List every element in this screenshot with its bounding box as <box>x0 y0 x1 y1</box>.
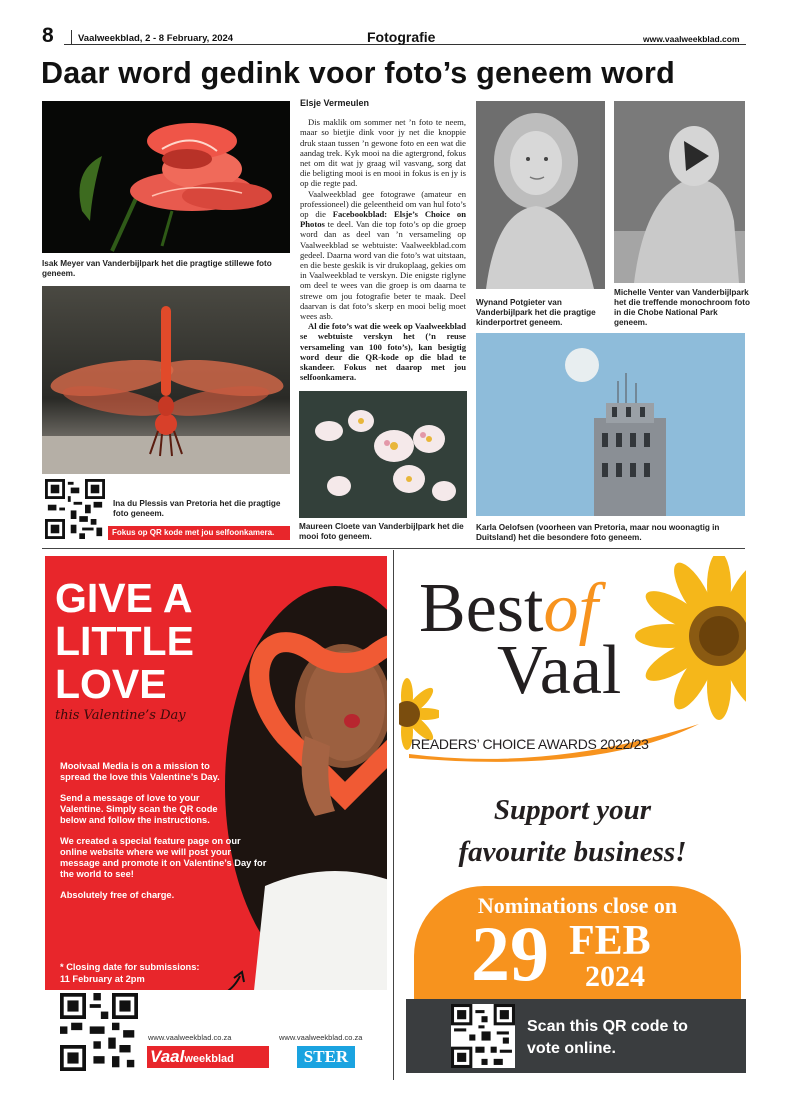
vote-qr-code[interactable] <box>451 1004 515 1068</box>
best-of-vaal-logo <box>419 570 598 647</box>
tower-caption: Karla Oelofsen (voorheen van Pretoria, maar nou woonagtig in Duitsland) het die besondere foto geneem. <box>476 523 720 542</box>
byline: Elsje Vermeulen <box>300 98 370 108</box>
facebook-group-name: Facebookblad: Elsje’s Choice on Photos <box>300 209 467 230</box>
girl-portrait-photo <box>476 101 605 289</box>
paragraph-2-end: te deel. Van die top foto’s op die groep word dan as deel van ’n versameling op Vaalweekblad se webtuiste: Vaalweekblad.com gedeel. Daarna word van die foto’s wat uitstaan, en die beste geskik is vir drukoplaag, gekies om in Vaalweekblad te verskyn. Die enigste riglyne om deel te wees van die groep is om daarna te strewe om jou fotografie beter te maak. Deel daarvan is dat foto’s skerp en mooi belig moet wees asb. <box>300 219 466 322</box>
lion-photo <box>614 101 745 283</box>
deadline-year: 2024 <box>585 960 645 993</box>
support-line-2: favourite business! <box>458 836 687 868</box>
qr-code[interactable] <box>45 479 105 539</box>
valentine-script-text: this Valentine’s Day <box>55 708 186 723</box>
paragraph-1: Dis maklik om sommer net ’n foto te neem, maar so bietjie dink voor jy net die knoppie druk staan tussen ’n gewone foto en een wat die aandag trek. Kyk mooi na die agtergrond, fokus net om dit wat jy graag wil vasvang, sorg dat die beligting mooi is en mooi in fokus is en jy is op die regte pad. <box>300 117 466 189</box>
flowers-caption: Maureen Cloete van Vanderbijlpark het die mooi foto geneem. <box>299 522 464 541</box>
deadline-month: FEB <box>569 918 651 964</box>
paragraph-2 <box>300 189 466 322</box>
article-body <box>300 98 466 382</box>
logo-best: Best <box>419 570 544 647</box>
scan-instruction-line-1: Scan this QR code to <box>527 1018 688 1035</box>
vaalweekblad-url: www.vaalweekblad.co.za <box>148 1033 232 1042</box>
dragonfly-photo <box>42 286 290 474</box>
qr-instruction-banner: Fokus op QR kode met jou selfoonkamera. <box>108 526 290 540</box>
rose-photo <box>42 101 290 253</box>
best-of-vaal-ad <box>399 556 746 1076</box>
vaalweekblad-logo <box>147 1046 269 1068</box>
dragonfly-caption: Ina du Plessis van Pretoria het die pragtige foto geneem. <box>113 499 281 518</box>
horizontal-divider <box>42 548 745 549</box>
deadline-day: 29 <box>471 910 549 997</box>
valentine-ad <box>45 556 387 1076</box>
support-line-1: Support your <box>493 794 652 826</box>
logo-vaal: Vaal <box>497 632 622 709</box>
header-vertical-rule <box>71 30 72 44</box>
valentine-headline-line-2: LITTLE <box>55 618 194 664</box>
flowers-photo <box>299 391 467 518</box>
ster-url: www.vaalweekblad.co.za <box>279 1033 363 1042</box>
valentine-headline-line-3: LOVE <box>55 661 167 707</box>
valentine-paragraph-1: Mooivaal Media is on a mission to spread the love this Valentine’s Day. <box>60 761 220 782</box>
valentine-paragraph-2: Send a message of love to your Valentine. Simply scan the QR code below and follow the instructions. <box>60 793 218 825</box>
awards-subtitle: READERS’ CHOICE AWARDS 2022/23 <box>411 736 649 752</box>
girl-caption: Wynand Potgieter van Vanderbijlpark het die pragtige kinderportret geneem. <box>476 298 596 327</box>
ster-logo: STER <box>297 1046 355 1068</box>
valentine-paragraph-4: Absolutely free of charge. <box>60 890 175 900</box>
lion-caption: Michelle Venter van Vanderbijlpark het die treffende monochroom foto in die Chobe National Park geneem. <box>614 288 751 327</box>
paragraph-3: Al die foto’s wat die week op Vaalweekblad se webtuiste verskyn het (’n reuse versameling van 100 foto’s), kan besigtig word deur die QR-kode op die blad te skandeer. Fokus net daarop met jou selfoonkamera. <box>300 321 466 383</box>
vaalweekblad-logo-weekblad: weekblad <box>184 1053 234 1065</box>
rose-caption: Isak Meyer van Vanderbijlpark het die pragtige stillewe foto geneem. <box>42 259 272 278</box>
valentine-paragraph-3: We created a special feature page on our online website where we will post your message and promote it on Valentine’s Day for the world to see! <box>60 836 267 879</box>
paragraph-2-start: Vaalweekblad gee fotograwe (amateur en professioneel) die geleentheid om van hul foto’s op die <box>300 188 466 220</box>
nominations-text: Nominations close on <box>477 893 678 918</box>
page-number: 8 <box>42 24 54 47</box>
valentine-body <box>60 761 267 901</box>
publication-date: Vaalweekblad, 2 - 8 February, 2024 <box>78 33 234 44</box>
scan-instruction-line-2: vote online. <box>527 1040 616 1057</box>
vertical-divider <box>393 550 394 1080</box>
headline: Daar word gedink voor foto’s geneem word <box>41 56 675 90</box>
valentine-headline-line-1: GIVE A <box>55 575 193 621</box>
vaalweekblad-logo-vaal: Vaal <box>150 1047 185 1066</box>
website-link[interactable]: www.vaalweekblad.com <box>643 34 740 44</box>
valentine-qr-code[interactable] <box>60 993 138 1071</box>
section-title: Fotografie <box>367 29 436 45</box>
logo-of: of <box>543 570 598 647</box>
closing-date-line-1: * Closing date for submissions: <box>60 962 200 972</box>
closing-date-line-2: 11 February at 2pm <box>60 974 145 984</box>
tower-moon-photo <box>476 333 745 516</box>
